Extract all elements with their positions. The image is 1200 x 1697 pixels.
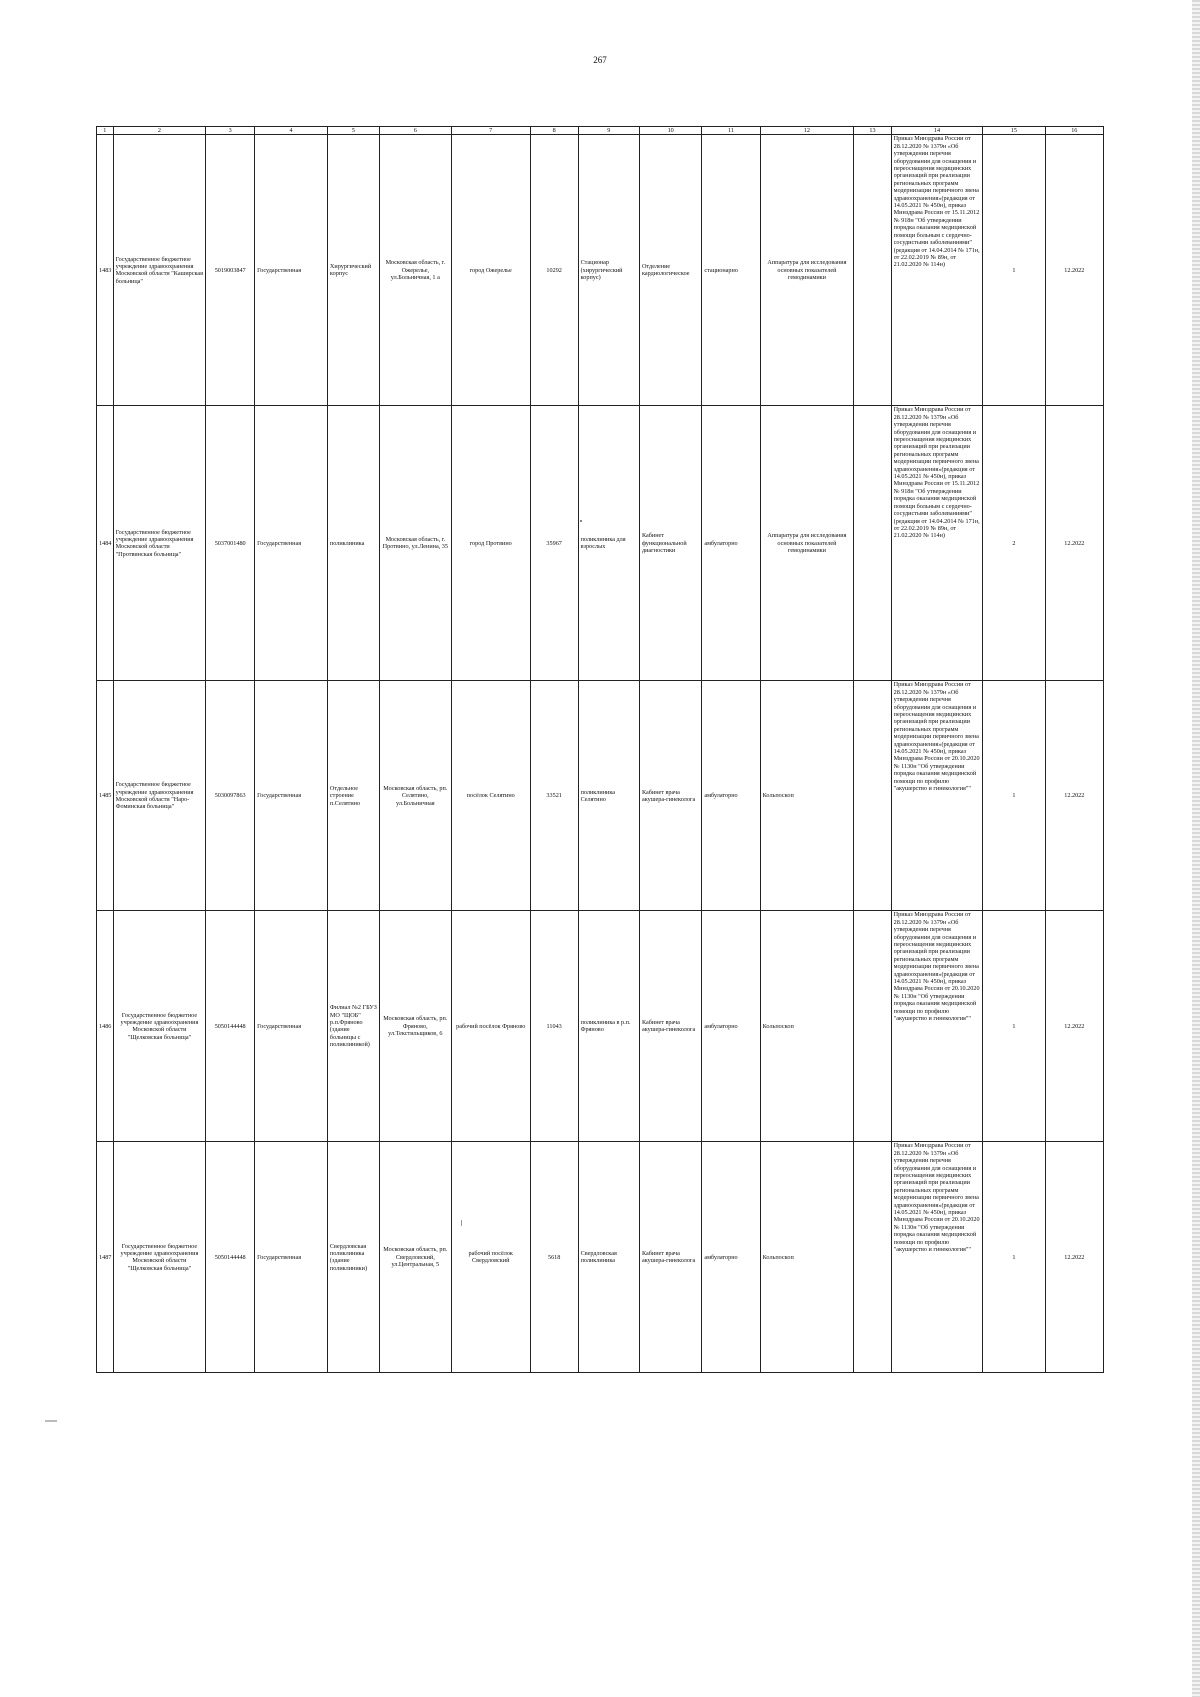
- population-cell: 11043: [530, 911, 578, 1142]
- column-number: 16: [1045, 127, 1103, 135]
- empty-cell: [854, 1142, 891, 1373]
- table-row: [97, 911, 1104, 1142]
- inn-cell: 5019003847: [206, 135, 255, 406]
- building-cell: Свердловская поликлиника (здание поликлиники): [327, 1142, 379, 1373]
- row-number: 1483: [97, 135, 114, 406]
- building-cell: поликлиника: [327, 406, 379, 681]
- ownership-cell: Государственная: [255, 406, 328, 681]
- equipment-cell: Аппаратура для исследования основных показателей гемодинамики: [760, 406, 854, 681]
- ownership-cell: Государственная: [255, 1142, 328, 1373]
- scan-speck: [580, 520, 582, 522]
- equipment-cell: Кольпоскоп: [760, 911, 854, 1142]
- quantity-cell: 1: [983, 135, 1045, 406]
- ownership-cell: Государственная: [255, 681, 328, 911]
- term-cell: 12.2022: [1045, 681, 1103, 911]
- row-number: 1484: [97, 406, 114, 681]
- term-cell: 12.2022: [1045, 135, 1103, 406]
- organization-cell: Государственное бюджетное учреждение здравоохранения Московской области "Щелковская больница": [113, 911, 206, 1142]
- address-cell: Московская область, рп. Селятино, ул.Больничная: [379, 681, 451, 911]
- organization-cell: Государственное бюджетное учреждение здравоохранения Московской области "Каширская больница": [113, 135, 206, 406]
- address-cell: Московская область, г. Ожерелье, ул.Больничная, 1 а: [379, 135, 451, 406]
- locality-cell: рабочий посёлок Фряново: [451, 911, 530, 1142]
- ownership-cell: Государственная: [255, 911, 328, 1142]
- care-form-cell: стационарно: [702, 135, 760, 406]
- quantity-cell: 1: [983, 681, 1045, 911]
- department-cell: Кабинет врача акушера-гинеколога: [639, 681, 701, 911]
- building-cell: Отдельное строение п.Селятино: [327, 681, 379, 911]
- locality-cell: город Протвино: [451, 406, 530, 681]
- locality-cell: город Ожерелье: [451, 135, 530, 406]
- inn-cell: 5037001480: [206, 406, 255, 681]
- column-number: 12: [760, 127, 854, 135]
- population-cell: 10292: [530, 135, 578, 406]
- empty-cell: [854, 681, 891, 911]
- unit-cell: Стационар (хирургический корпус): [578, 135, 639, 406]
- equipment-cell: Кольпоскоп: [760, 1142, 854, 1373]
- unit-cell: Свердловская поликлиника: [578, 1142, 639, 1373]
- department-cell: Отделение кардиологическое: [639, 135, 701, 406]
- column-number: 4: [255, 127, 328, 135]
- row-number: 1485: [97, 681, 114, 911]
- quantity-cell: 2: [983, 406, 1045, 681]
- inn-cell: 5030097863: [206, 681, 255, 911]
- table-row: [97, 681, 1104, 911]
- unit-cell: поликлиника Селятино: [578, 681, 639, 911]
- unit-cell: поликлиника в р.п. Фряново: [578, 911, 639, 1142]
- page-number: 267: [593, 55, 607, 65]
- scan-speck: [45, 1420, 57, 1422]
- table-row: [97, 1142, 1104, 1373]
- column-number: 9: [578, 127, 639, 135]
- organization-cell: Государственное бюджетное учреждение здравоохранения Московской области "Наро-Фоминская больница": [113, 681, 206, 911]
- column-number: 7: [451, 127, 530, 135]
- empty-cell: [854, 406, 891, 681]
- column-number-row: [97, 127, 1104, 135]
- basis-text: Приказ Минздрава России от 28.12.2020 № 1379н «Об утверждении перечня оборудования для оснащения и переоснащения медицинских организаций при реализации региональных программ модернизации первичного звена здравоохранения»(редакция от 14.05.2021 № 450н), приказ Минздрава России от 15.11.2012 № 918н "Об утверждении порядка оказания медицинской помощи больным с сердечно-сосудистыми заболеваниями" (редакция от 14.04.2014 № 171н, от 22.02.2019 № 89н, от 21.02.2020 № 114н): [893, 406, 980, 540]
- basis-cell: [891, 911, 983, 1142]
- basis-cell: [891, 135, 983, 406]
- table-row: [97, 135, 1104, 406]
- population-cell: 33521: [530, 681, 578, 911]
- organization-cell: Государственное бюджетное учреждение здравоохранения Московской области "Протвинская больница": [113, 406, 206, 681]
- quantity-cell: 1: [983, 1142, 1045, 1373]
- column-number: 6: [379, 127, 451, 135]
- row-number: 1487: [97, 1142, 114, 1373]
- basis-text: Приказ Минздрава России от 28.12.2020 № 1379н «Об утверждении перечня оборудования для оснащения и переоснащения медицинских организаций при реализации региональных программ модернизации первичного звена здравоохранения»(редакция от 14.05.2021 № 450н), приказ Минздрава России от 15.11.2012 № 918н "Об утверждении порядка оказания медицинской помощи больным с сердечно-сосудистыми заболеваниями" (редакция от 14.04.2014 № 171н, от 22.02.2019 № 89н, от 21.02.2020 № 114н): [893, 135, 980, 269]
- basis-cell: [891, 406, 983, 681]
- basis-cell: [891, 1142, 983, 1373]
- organization-cell: Государственное бюджетное учреждение здравоохранения Московской области "Щелковская больница": [113, 1142, 206, 1373]
- term-cell: 12.2022: [1045, 406, 1103, 681]
- inn-cell: 5050144448: [206, 1142, 255, 1373]
- column-number: 15: [983, 127, 1045, 135]
- column-number: 5: [327, 127, 379, 135]
- care-form-cell: амбулаторно: [702, 406, 760, 681]
- column-number: 3: [206, 127, 255, 135]
- column-number: 14: [891, 127, 983, 135]
- address-cell: Московская область, г. Протвино, ул.Ленина, 35: [379, 406, 451, 681]
- column-number: 2: [113, 127, 206, 135]
- equipment-table: [96, 126, 1104, 1373]
- equipment-cell: Кольпоскоп: [760, 681, 854, 911]
- care-form-cell: амбулаторно: [702, 681, 760, 911]
- care-form-cell: амбулаторно: [702, 911, 760, 1142]
- equipment-cell: Аппаратура для исследования основных показателей гемодинамики: [760, 135, 854, 406]
- basis-cell: [891, 681, 983, 911]
- empty-cell: [854, 911, 891, 1142]
- building-cell: Филиал №2 ГБУЗ МО "ЩОБ" р.п.Фряново (здание больницы с поликлиникой): [327, 911, 379, 1142]
- locality-cell: посёлок Селятино: [451, 681, 530, 911]
- department-cell: Кабинет врача акушера-гинеколога: [639, 911, 701, 1142]
- basis-text: Приказ Минздрава России от 28.12.2020 № 1379н «Об утверждении перечня оборудования для оснащения и переоснащения медицинских организаций при реализации региональных программ модернизации первичного звена здравоохранения»(редакция от 14.05.2021 № 450н), приказ Минздрава России от 20.10.2020 № 1130н "Об утверждении порядка оказания медицинской помощи по профилю "акушерство и гинекология"": [893, 681, 980, 793]
- term-cell: 12.2022: [1045, 1142, 1103, 1373]
- building-cell: Хирургический корпус: [327, 135, 379, 406]
- column-number: 8: [530, 127, 578, 135]
- basis-text: Приказ Минздрава России от 28.12.2020 № 1379н «Об утверждении перечня оборудования для оснащения и переоснащения медицинских организаций при реализации региональных программ модернизации первичного звена здравоохранения»(редакция от 14.05.2021 № 450н), приказ Минздрава России от 20.10.2020 № 1130н "Об утверждении порядка оказания медицинской помощи по профилю "акушерство и гинекология"": [893, 911, 980, 1023]
- unit-cell: поликлиника для взрослых: [578, 406, 639, 681]
- column-number: 13: [854, 127, 891, 135]
- population-cell: 5618: [530, 1142, 578, 1373]
- table-row: [97, 406, 1104, 681]
- row-number: 1486: [97, 911, 114, 1142]
- ownership-cell: Государственная: [255, 135, 328, 406]
- care-form-cell: амбулаторно: [702, 1142, 760, 1373]
- department-cell: Кабинет функциональной диагностики: [639, 406, 701, 681]
- address-cell: Московская область, рп. Свердловский, ул.Центральная, 5: [379, 1142, 451, 1373]
- column-number: 1: [97, 127, 114, 135]
- scan-speck: [461, 1220, 462, 1226]
- basis-text: Приказ Минздрава России от 28.12.2020 № 1379н «Об утверждении перечня оборудования для оснащения и переоснащения медицинских организаций при реализации региональных программ модернизации первичного звена здравоохранения»(редакция от 14.05.2021 № 450н), приказ Минздрава России от 20.10.2020 № 1130н "Об утверждении порядка оказания медицинской помощи по профилю "акушерство и гинекология"": [893, 1142, 980, 1254]
- column-number: 10: [639, 127, 701, 135]
- scan-edge-shadow: [1192, 0, 1200, 1697]
- population-cell: 35967: [530, 406, 578, 681]
- inn-cell: 5050144448: [206, 911, 255, 1142]
- address-cell: Московская область, рп. Фряново, ул.Текстильщиков, 6: [379, 911, 451, 1142]
- quantity-cell: 1: [983, 911, 1045, 1142]
- column-number: 11: [702, 127, 760, 135]
- locality-cell: рабочий посёлок Свердловский: [451, 1142, 530, 1373]
- term-cell: 12.2022: [1045, 911, 1103, 1142]
- empty-cell: [854, 135, 891, 406]
- department-cell: Кабинет врача акушера-гинеколога: [639, 1142, 701, 1373]
